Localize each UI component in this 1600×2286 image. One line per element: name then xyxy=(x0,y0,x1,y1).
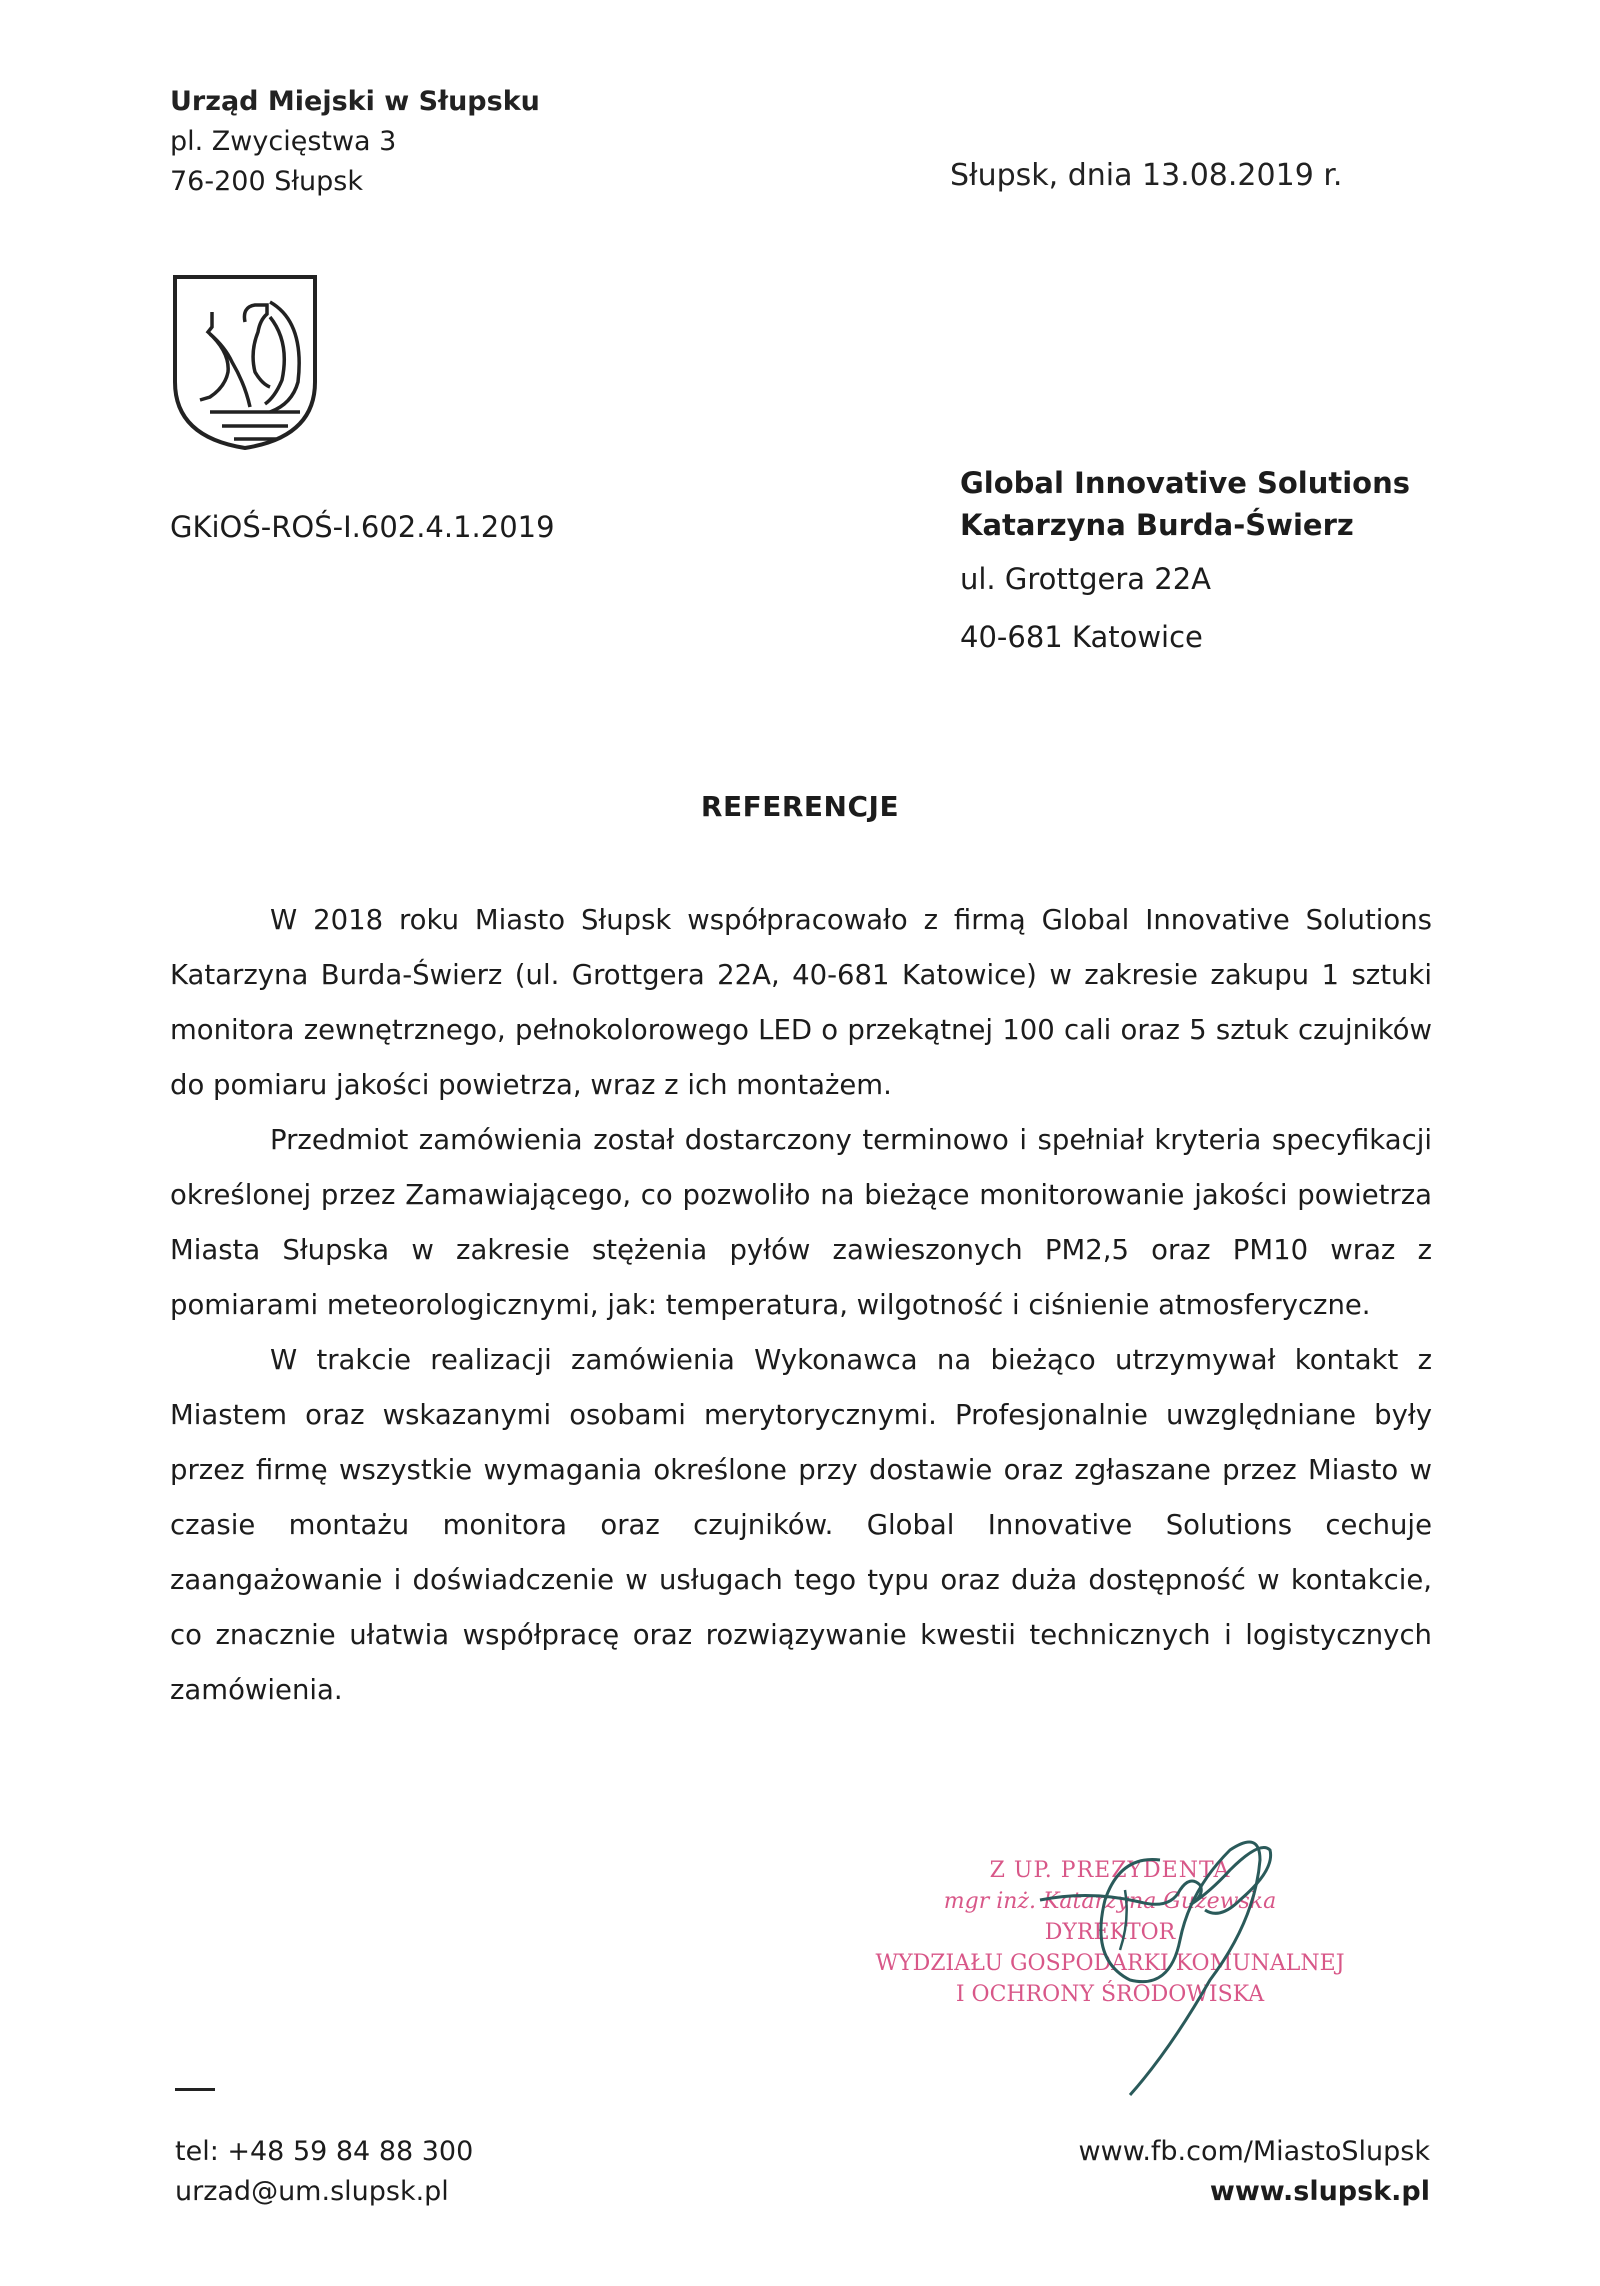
recipient-company: Global Innovative Solutions xyxy=(960,466,1411,500)
recipient-street: ul. Grottgera 22A xyxy=(960,562,1212,596)
footer-email[interactable]: urzad@um.slupsk.pl xyxy=(175,2176,449,2207)
recipient-city: 40-681 Katowice xyxy=(960,620,1203,654)
footer-divider xyxy=(175,2088,215,2091)
sender-city: 76-200 Słupsk xyxy=(170,166,363,197)
sender-street: pl. Zwycięstwa 3 xyxy=(170,126,397,157)
recipient-person: Katarzyna Burda-Świerz xyxy=(960,508,1354,542)
coat-of-arms-griffin-icon xyxy=(170,272,320,452)
body-paragraph: Przedmiot zamówienia został dostarczony terminowo i spełniał kryteria specyfikacji określonej przez Zamawiającego, co pozwoliło na bieżące monitorowanie jakości powietrza Miasta Słupska w zakresie stężenia pyłów zawieszonych PM2,5 oraz PM10 wraz z pomiarami meteorologicznymi, jak: temperatura, wilgotność i ciśnienie atmosferyczne. xyxy=(170,1124,1432,1321)
body-paragraph: W trakcie realizacji zamówienia Wykonawca na bieżąco utrzymywał kontakt z Miastem oraz wskazanymi osobami merytorycznymi. Profesjonalnie uwzględniane były przez firmę wszystkie wymagania określone przy dostawie oraz zgłaszane przez Miasto w czasie montażu monitora oraz czujników. Global Innovative Solutions cechuje zaangażowanie i doświadczenie w usługach tego typu oraz duża dostępność w kontakcie, co znacznie ułatwia współpracę oraz rozwiązywanie kwestii technicznych i logistycznych zamówienia. xyxy=(170,1344,1432,1706)
recipient-address xyxy=(960,462,1410,666)
footer-web xyxy=(1079,2132,1430,2212)
sender-address xyxy=(170,82,540,202)
footer-facebook-link[interactable]: www.fb.com/MiastoSlupsk xyxy=(1078,2136,1430,2167)
stamp-line: I OCHRONY ŚRODOWISKA xyxy=(955,1982,1265,2007)
stamp-line: mgr inż. Katarzyna Guzewska xyxy=(943,1889,1277,1914)
footer-contact xyxy=(175,2132,473,2212)
letter-date: Słupsk, dnia 13.08.2019 r. xyxy=(950,158,1343,193)
footer-website-link[interactable]: www.slupsk.pl xyxy=(1209,2176,1430,2207)
document-title: REFERENCJE xyxy=(700,790,900,823)
body-paragraph: W 2018 roku Miasto Słupsk współpracowało z firmą Global Innovative Solutions Katarzyna Burda-Świerz (ul. Grottgera 22A, 40-681 Katowice) w zakresie zakupu 1 sztuki monitora zewnętrznego, pełnokolorowego LED o przekątnej 100 cali oraz 5 sztuk czujników do pomiaru jakości powietrza, wraz z ich montażem. xyxy=(170,904,1432,1101)
reference-number: GKiOŚ-ROŚ-I.602.4.1.2019 xyxy=(170,510,555,544)
stamp-line: WYDZIAŁU GOSPODARKI KOMUNALNEJ xyxy=(875,1951,1345,1976)
handwritten-signature-icon xyxy=(1030,1830,1290,2100)
stamp-line: Z UP. PREZYDENTA xyxy=(989,1858,1231,1883)
stamp-line: DYREKTOR xyxy=(1044,1920,1176,1945)
sender-name: Urząd Miejski w Słupsku xyxy=(170,86,540,117)
footer-phone: tel: +48 59 84 88 300 xyxy=(175,2136,474,2167)
letter-body xyxy=(170,893,1432,1718)
